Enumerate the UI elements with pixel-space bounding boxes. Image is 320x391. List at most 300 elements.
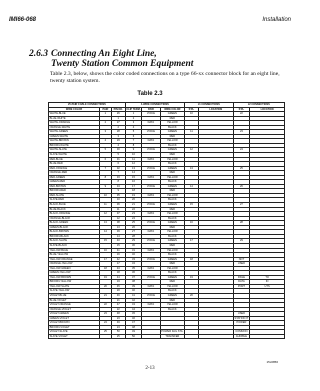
table-cell: ORANGE-BLACK xyxy=(49,216,100,221)
table-cell: 17 xyxy=(184,239,198,244)
column-header: STA. xyxy=(184,107,198,112)
table-cell: 4 xyxy=(111,143,125,148)
table-cell: ORANGE-RED xyxy=(49,171,100,176)
table-cell: 5 xyxy=(111,153,125,158)
table-cell: 50 xyxy=(111,330,125,335)
table-cell: 33 xyxy=(125,257,141,262)
table-cell: 28 xyxy=(233,221,250,226)
table-cell: BLACK xyxy=(160,180,184,185)
table-cell: YELLOW xyxy=(160,303,184,308)
table-cell: ORANGE-YELLOW xyxy=(49,262,100,267)
table-cell: 42 xyxy=(125,298,141,303)
intro-paragraph: Table 2.3, below, shows the color coded connections on a type 66-xx connector block for an eight line, twenty station system. xyxy=(50,71,280,85)
table-cell: 3 xyxy=(100,130,112,135)
table-cell: GREEN-VIOLET xyxy=(49,316,100,321)
table-cell: 11 xyxy=(100,203,112,208)
table-cell: DATA xyxy=(142,193,161,198)
table-cell: 1 xyxy=(111,116,125,121)
table-cell: 35 xyxy=(125,266,141,271)
table-cell: VOICE xyxy=(142,166,161,171)
table-cell: 19 xyxy=(184,275,198,280)
table-cell: 9 xyxy=(125,148,141,153)
table-cell: GREEN xyxy=(160,203,184,208)
table-cell: 22 xyxy=(125,207,141,212)
table-cell: 15 xyxy=(184,203,198,208)
table-cell: 9 xyxy=(100,184,112,189)
table-cell: 19 xyxy=(100,275,112,280)
connections-table xyxy=(48,102,285,339)
table-cell: 21 xyxy=(100,293,112,298)
table-cell: YELLOW xyxy=(160,212,184,217)
group-header: 25-PAIR CABLE CONNECTIONS xyxy=(49,103,126,108)
table-cell: 45 xyxy=(125,312,141,317)
table-cell: 2 xyxy=(111,125,125,130)
table-cell: USED xyxy=(233,312,250,317)
table-cell: DATA xyxy=(142,284,161,289)
table-cell: BLACK-ORANGE xyxy=(49,212,100,217)
table-cell: VOICE xyxy=(142,184,161,189)
table-cell: YELLOW xyxy=(160,121,184,126)
table-cell: 25 xyxy=(111,334,125,339)
table-cell: 43 xyxy=(125,303,141,308)
table-cell: SLATE-YELLOW xyxy=(49,289,100,294)
table-cell: 25 xyxy=(125,221,141,226)
table-cell: 10 xyxy=(184,112,198,117)
figure-code: 15x0856 xyxy=(266,360,278,364)
table-cell: 6 xyxy=(111,162,125,167)
table-cell: 32 xyxy=(111,166,125,171)
table-cell: 3 xyxy=(125,121,141,126)
table-cell: 16 xyxy=(100,248,112,253)
table-cell: 45 xyxy=(111,284,125,289)
table-cell: RED xyxy=(160,243,184,248)
table-body xyxy=(49,112,285,339)
table-cell: DATA xyxy=(142,266,161,271)
table-cell: RED-GREEN xyxy=(49,175,100,180)
column-header: PIN NO. xyxy=(111,107,125,112)
table-cell: BLUE-VIOLET xyxy=(49,298,100,303)
table-cell: YELLOW xyxy=(160,193,184,198)
table-cell: VIOLET-GREEN xyxy=(49,312,100,317)
table-cell: 16 xyxy=(111,253,125,258)
table-cell: 13 xyxy=(184,166,198,171)
table-cell: 30 xyxy=(111,148,125,153)
table-cell: YELLOW xyxy=(160,157,184,162)
table-cell: COMMON xyxy=(233,330,250,335)
table-cell: 24 xyxy=(100,321,112,326)
table-cell: BLACK xyxy=(160,271,184,276)
table-cell: 31 xyxy=(125,248,141,253)
table-cell: BLUE-WHITE xyxy=(49,116,100,121)
table-cell: 46 xyxy=(125,316,141,321)
table-cell: 37 xyxy=(111,212,125,217)
table-cell: BROWN-RED xyxy=(49,189,100,194)
table-cell: 18 xyxy=(111,271,125,276)
table-cell: YELLOW xyxy=(160,230,184,235)
table-cell: VOICE xyxy=(142,203,161,208)
table-cell: 26 xyxy=(125,225,141,230)
table-cell: 13 xyxy=(125,166,141,171)
table-cell: VOICE xyxy=(142,221,161,226)
table-cell: BLACK-GREEN xyxy=(49,221,100,226)
table-cell: 49 xyxy=(111,321,125,326)
table-cell: 6 xyxy=(100,157,112,162)
table-cell: 5 xyxy=(125,130,141,135)
table-cell: 27 xyxy=(125,230,141,235)
table-cell: WHITE-ORANGE xyxy=(49,121,100,126)
table-cell: VIOLET-ORANGE xyxy=(49,303,100,308)
table-cell: 36 xyxy=(125,271,141,276)
table-cell: 34 xyxy=(111,184,125,189)
table-cell: 15 xyxy=(111,243,125,248)
table-cell: 48 xyxy=(111,312,125,317)
table-cell: TO xyxy=(250,275,285,280)
table-cell: 10 xyxy=(111,198,125,203)
table-cell: VOICE xyxy=(142,293,161,298)
table-cell: 23 xyxy=(233,130,250,135)
table-cell: VOICE xyxy=(142,112,161,117)
table-cell: 34 xyxy=(125,262,141,267)
table-cell: 2 xyxy=(125,116,141,121)
group-header: J1 CONNECTIONS xyxy=(184,103,233,108)
table-cell: 29 xyxy=(233,239,250,244)
table-cell: GREEN xyxy=(160,184,184,189)
table-cell: 17 xyxy=(125,184,141,189)
table-cell: 7 xyxy=(111,171,125,176)
table-cell: 38 xyxy=(111,221,125,226)
document-code: IMI66-068 xyxy=(9,17,37,23)
table-cell: VIOLET-BLUE xyxy=(49,293,100,298)
table-cell: 23 xyxy=(111,316,125,321)
table-cell: 23 xyxy=(125,212,141,217)
section-title-line2: Twenty Station Common Equipment xyxy=(51,59,194,69)
table-cell: BROWN-BLACK xyxy=(49,234,100,239)
table-cell: 39 xyxy=(111,230,125,235)
table-cell: WHITE-SLATE xyxy=(49,148,100,153)
column-header: PAIR xyxy=(100,107,112,112)
table-cell: 2 xyxy=(100,121,112,126)
table-cell: GREEN xyxy=(160,112,184,117)
table-row xyxy=(49,334,285,339)
table-cell: 47 xyxy=(111,303,125,308)
table-cell: 39 xyxy=(125,284,141,289)
table-cell: GREEN xyxy=(160,275,184,280)
table-cell: VOICE xyxy=(142,130,161,135)
column-header: CLIP TERM. xyxy=(126,107,141,111)
table-cell: 17 xyxy=(111,262,125,267)
table-cell: RED xyxy=(160,116,184,121)
table-cell: 30 xyxy=(125,243,141,248)
table-cell: 22 xyxy=(100,303,112,308)
table-cell: WHITE-BROWN xyxy=(49,139,100,144)
table-cell: 14 xyxy=(125,171,141,176)
table-cell: GREEN-RED xyxy=(49,180,100,185)
table-cell: AUDIBLE xyxy=(233,334,250,339)
table-cell: 43 xyxy=(111,266,125,271)
table-cell: BROWN-YELLOW xyxy=(49,280,100,285)
table-cell: 26 xyxy=(233,184,250,189)
table-cell: GREEN xyxy=(160,130,184,135)
table-cell: VIOLET-BROWN xyxy=(49,321,100,326)
table-cell: RED-SLATE xyxy=(49,193,100,198)
column-header: PAIR xyxy=(142,107,161,112)
table-cell: 27 xyxy=(233,203,250,208)
table-cell: 11 xyxy=(111,207,125,212)
table-cell: 8 xyxy=(100,175,112,180)
table-cell: BLUE-YELLOW xyxy=(49,253,100,258)
table-cell: BROWN-VIOLET xyxy=(49,325,100,330)
column-header: LOCATION xyxy=(250,107,285,112)
table-cell: BLACK xyxy=(160,253,184,258)
table-cell: RED xyxy=(160,171,184,176)
table-cell: BROWN-WHITE xyxy=(49,143,100,148)
table-cell: BLACK xyxy=(160,143,184,148)
table-cell: BLACK xyxy=(160,307,184,312)
table-cell: 46 xyxy=(111,293,125,298)
table-cell: 31 xyxy=(111,157,125,162)
table-caption: Table 2.3 xyxy=(137,91,163,97)
table-cell: BLACK xyxy=(160,162,184,167)
table-cell: 13 xyxy=(111,225,125,230)
table-cell: YELLOW-ORANGE xyxy=(49,257,100,262)
table-cell: 21 xyxy=(125,203,141,208)
table-cell: POWER FAIL STA. xyxy=(161,330,184,334)
table-cell: 15 xyxy=(125,175,141,180)
table-cell: DATA xyxy=(142,248,161,253)
table-cell: 41 xyxy=(111,248,125,253)
table-cell: ORANGE-VIOLET xyxy=(49,307,100,312)
table-cell: 19 xyxy=(111,280,125,285)
table-cell: PORT xyxy=(233,284,250,289)
table-cell: 37 xyxy=(125,275,141,280)
table-cell: 22 xyxy=(111,307,125,312)
table-cell: BLUE-BLACK xyxy=(49,207,100,212)
table-cell: YELLOW-BROWN xyxy=(49,275,100,280)
table-cell: POWER xyxy=(233,321,250,326)
table-cell: 44 xyxy=(125,307,141,312)
table-cell: 20 xyxy=(111,289,125,294)
table-cell: 27 xyxy=(111,121,125,126)
table-cell: YELLOW-BLUE xyxy=(49,248,100,253)
group-header: 4-WIRE CONNECTIONS xyxy=(125,103,184,108)
table-cell: RED xyxy=(160,225,184,230)
table-cell: 16 xyxy=(184,221,198,226)
table-cell: YELLOW-GREEN xyxy=(49,266,100,271)
table-cell: GREEN-WHITE xyxy=(49,134,100,139)
table-cell: 20 xyxy=(184,293,198,298)
table-cell: BLACK-SLATE xyxy=(49,239,100,244)
table-cell: 18 xyxy=(125,189,141,194)
column-header: STA. xyxy=(233,107,250,112)
table-cell: YELLOW xyxy=(160,266,184,271)
table-cell: GREEN xyxy=(160,239,184,244)
table-cell: 12 xyxy=(184,148,198,153)
table-cell: 10 xyxy=(100,193,112,198)
table-cell: DATA xyxy=(142,212,161,217)
table-cell: YELLOW xyxy=(160,284,184,289)
table-cell: 9 xyxy=(111,189,125,194)
table-cell: DATA xyxy=(142,175,161,180)
table-cell: 28 xyxy=(111,130,125,135)
table-cell: 33 xyxy=(111,175,125,180)
table-cell: 28 xyxy=(125,234,141,239)
group-header: J2 CONNECTIONS xyxy=(233,103,284,108)
table-cell xyxy=(198,334,233,339)
table-cell: WHITE-GREEN xyxy=(49,130,100,135)
table-cell: SLATE-RED xyxy=(49,198,100,203)
column-header: WIRE COLOR xyxy=(49,107,100,112)
table-cell: YELLOW xyxy=(160,248,184,253)
table-cell: 1 xyxy=(125,112,141,117)
table-cell: VOICE xyxy=(142,239,161,244)
table-cell: IN xyxy=(250,280,285,285)
section-number: 2.6.3 xyxy=(29,49,48,59)
table-cell: 38 xyxy=(125,280,141,285)
table-cell: 26 xyxy=(111,112,125,117)
table-cell: DATA xyxy=(142,121,161,126)
table-cell: 7 xyxy=(100,166,112,171)
table-cell: RED xyxy=(160,153,184,158)
table-cell: RED xyxy=(160,207,184,212)
page-number: 2-13 xyxy=(145,366,155,371)
table-cell: 16 xyxy=(125,180,141,185)
table-cell: 42 xyxy=(111,257,125,262)
table-cell: UTS xyxy=(250,284,285,289)
table-cell: USED xyxy=(233,262,250,267)
column-header: WIRE COLOR xyxy=(160,107,184,112)
table-cell: 22 xyxy=(233,112,250,117)
table-cell: RED xyxy=(160,262,184,267)
table-cell xyxy=(100,334,112,339)
column-header: LOCATION xyxy=(198,107,233,112)
table-cell: RED xyxy=(160,280,184,285)
table-cell: SLATE-BLACK xyxy=(49,243,100,248)
table-cell: 11 xyxy=(125,157,141,162)
table-cell: ORANGE-WHITE xyxy=(49,125,100,130)
table-cell: 35 xyxy=(111,193,125,198)
table-cell: DATA xyxy=(233,280,250,285)
table-cell: YELLOW xyxy=(160,175,184,180)
table-cell: 36 xyxy=(111,203,125,208)
table-cell: 12 xyxy=(125,162,141,167)
table-cell: 18 xyxy=(100,266,112,271)
table-cell: 5 xyxy=(100,148,112,153)
table-cell: SLATE-WHITE xyxy=(49,153,100,158)
table-cell: 32 xyxy=(125,253,141,258)
table-cell: 18 xyxy=(184,257,198,262)
table-cell: GREEN xyxy=(160,257,184,262)
table-cell: YELLOW xyxy=(160,139,184,144)
table-cell: GREEN xyxy=(160,166,184,171)
table-cell: DATA xyxy=(142,230,161,235)
table-cell: 3 xyxy=(111,134,125,139)
table-cell: PAGE xyxy=(233,275,250,280)
table-cell: BLACK xyxy=(160,234,184,239)
table-cell: GREEN-YELLOW xyxy=(49,271,100,276)
table-cell: 44 xyxy=(111,275,125,280)
table-cell: 25 xyxy=(233,166,250,171)
table-cell: BLACK xyxy=(160,125,184,130)
table-cell: 11 xyxy=(184,130,198,135)
table-cell xyxy=(250,334,285,339)
table-cell: 25 xyxy=(100,330,112,335)
table-cell: BLUE-RED xyxy=(49,162,100,167)
table-cell: 6 xyxy=(125,134,141,139)
table-cell: 20 xyxy=(125,198,141,203)
table-cell: BLACK xyxy=(160,289,184,294)
table-cell: RED-ORANGE xyxy=(49,166,100,171)
table-cell: GREEN-BLACK xyxy=(49,225,100,230)
table-cell: DATA xyxy=(142,139,161,144)
table-cell xyxy=(184,334,198,339)
table-cell: VOICE xyxy=(142,148,161,153)
table-cell: GREEN xyxy=(160,148,184,153)
table-cell: STATION IT xyxy=(234,316,249,320)
table-cell: 10 xyxy=(125,153,141,158)
table-cell xyxy=(142,334,161,339)
table-group-header xyxy=(49,103,285,108)
table-cell: YELLOW-SLATE xyxy=(49,284,100,289)
table-cell: 4 xyxy=(125,125,141,130)
table-cell: VOICE xyxy=(142,275,161,280)
table-cell: 12 xyxy=(111,216,125,221)
table-cell: 24 xyxy=(233,148,250,153)
section-heading xyxy=(29,49,193,69)
table-cell: GREEN xyxy=(160,221,184,226)
table-cell: DATA xyxy=(142,303,161,308)
table-cell: TRANSFER xyxy=(160,334,184,339)
table-cell: 4 xyxy=(100,139,112,144)
table-cell: 23 xyxy=(100,312,112,317)
table-cell: 8 xyxy=(111,180,125,185)
table-cell: 24 xyxy=(125,216,141,221)
table-cell: 29 xyxy=(111,139,125,144)
section-title-line1: Connecting An Eight Line, xyxy=(51,49,157,59)
table-cell: 14 xyxy=(111,234,125,239)
table-cell: 47 xyxy=(125,321,141,326)
table-cell: BLACK-BLUE xyxy=(49,203,100,208)
table-cell: 1 xyxy=(100,112,112,117)
table-cell: RED xyxy=(160,189,184,194)
table-cell: RED-BROWN xyxy=(49,184,100,189)
table-cell: BLACK xyxy=(160,198,184,203)
table-cell: 20 xyxy=(100,284,112,289)
table-cell: 40 xyxy=(111,239,125,244)
table-cell: 8 xyxy=(125,143,141,148)
table-cell: 24 xyxy=(111,325,125,330)
table-cell: 50 xyxy=(125,334,141,339)
table-cell: 14 xyxy=(100,230,112,235)
table-cell: DATA xyxy=(142,157,161,162)
table-cell: 7 xyxy=(125,139,141,144)
table-cell: VOICE xyxy=(142,257,161,262)
table-cell: 48 xyxy=(125,325,141,330)
chapter-name: Installation xyxy=(262,17,291,23)
table-cell: 49 xyxy=(125,330,141,335)
table-cell: RED-BLUE xyxy=(49,157,100,162)
table-cell: 14 xyxy=(184,184,198,189)
table-cell: SLATE-VIOLET xyxy=(49,334,100,339)
table-cell: 29 xyxy=(125,239,141,244)
table-cell: 15 xyxy=(100,239,112,244)
table-cell: NOT xyxy=(233,257,250,262)
table-cell: RED xyxy=(160,298,184,303)
table-cell: 40 xyxy=(125,289,141,294)
table-cell: 41 xyxy=(125,293,141,298)
table-cell: 17 xyxy=(100,257,112,262)
table-cell: VIOLET-SLATE xyxy=(49,330,100,335)
table-cell: 12 xyxy=(100,212,112,217)
